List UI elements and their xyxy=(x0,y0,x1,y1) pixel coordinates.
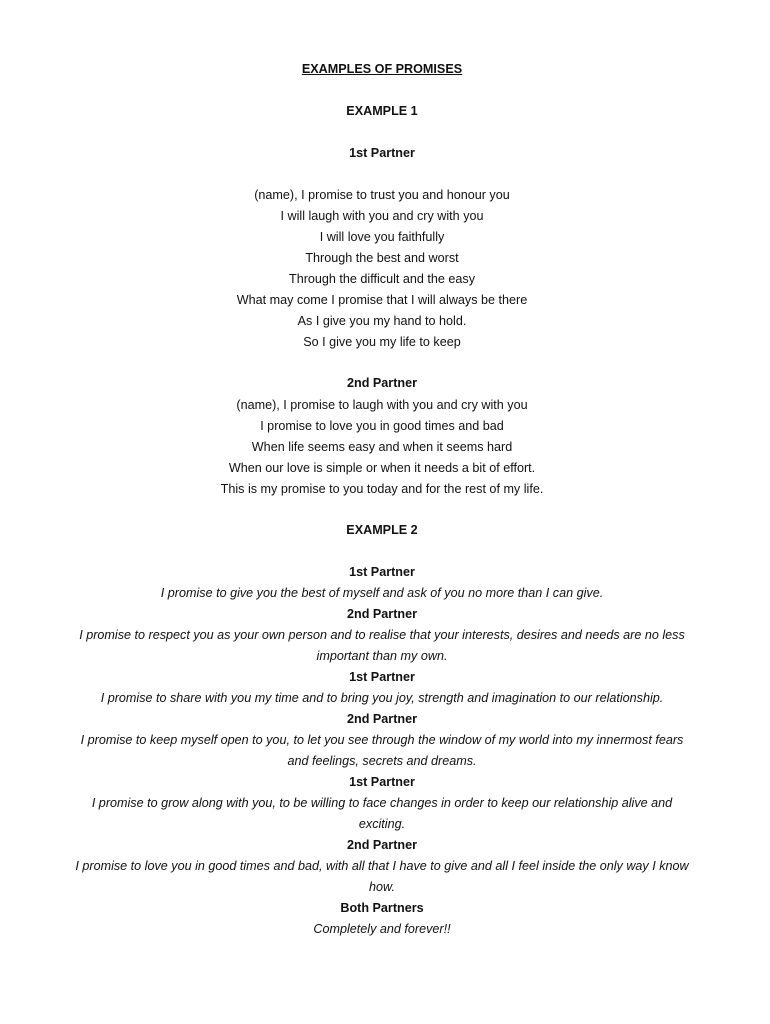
example-1-partner-1-line: I will love you faithfully xyxy=(319,230,445,244)
example-2-partner-label: 2nd Partner xyxy=(347,607,417,621)
example-2-partner-label: 1st Partner xyxy=(349,775,415,789)
example-2-heading: EXAMPLE 2 xyxy=(346,523,418,537)
document-title: EXAMPLES OF PROMISES xyxy=(301,62,463,76)
example-1-partner-2-line: (name), I promise to laugh with you and cry with you xyxy=(236,398,528,412)
example-1-partner-1-label: 1st Partner xyxy=(349,146,415,160)
example-2-promise-line: I promise to respect you as your own person and to realise that your interests, desires and needs are no less xyxy=(79,628,685,642)
example-1-partner-2-line: I promise to love you in good times and bad xyxy=(260,419,504,433)
example-2-partner-label: 1st Partner xyxy=(349,565,415,579)
example-2-promise-line: and feelings, secrets and dreams. xyxy=(287,754,477,768)
example-2-partner-label: 2nd Partner xyxy=(347,712,417,726)
example-1-partner-1-line: Through the difficult and the easy xyxy=(289,272,475,286)
example-1-partner-1-line: I will laugh with you and cry with you xyxy=(280,209,484,223)
example-1-partner-2-line: When life seems easy and when it seems hard xyxy=(251,440,513,454)
example-1-partner-1-line: What may come I promise that I will always be there xyxy=(236,293,528,307)
example-2-promise-line: I promise to share with you my time and to bring you joy, strength and imagination to our relationship. xyxy=(100,691,664,705)
example-2-promise-line: I promise to grow along with you, to be willing to face changes in order to keep our relationship alive and xyxy=(91,796,673,810)
example-2-promise-line: how. xyxy=(369,880,395,894)
example-2-promise-line: important than my own. xyxy=(316,649,448,663)
example-1-partner-1-line: (name), I promise to trust you and honour you xyxy=(254,188,510,202)
example-1-partner-1-line: Through the best and worst xyxy=(305,251,459,265)
example-1-partner-1-line: So I give you my life to keep xyxy=(303,335,461,349)
example-1-partner-2-line: This is my promise to you today and for the rest of my life. xyxy=(220,482,544,496)
example-2-promise-line: I promise to love you in good times and bad, with all that I have to give and all I feel inside the only way I know xyxy=(75,859,689,873)
example-2-promise-line: I promise to keep myself open to you, to let you see through the window of my world into my innermost fears xyxy=(80,733,684,747)
example-2-promise-line: I promise to give you the best of myself and ask of you no more than I can give. xyxy=(160,586,604,600)
example-2-closing-line: Completely and forever!! xyxy=(313,922,451,936)
example-1-partner-2-line: When our love is simple or when it needs a bit of effort. xyxy=(228,461,536,475)
example-2-partner-label: 1st Partner xyxy=(349,670,415,684)
example-1-heading: EXAMPLE 1 xyxy=(346,104,418,118)
example-2-both-partners-label: Both Partners xyxy=(340,901,424,915)
example-1-partner-1-line: As I give you my hand to hold. xyxy=(297,314,467,328)
example-2-partner-label: 2nd Partner xyxy=(347,838,417,852)
example-1-partner-2-label: 2nd Partner xyxy=(347,376,417,390)
example-2-promise-line: exciting. xyxy=(358,817,406,831)
